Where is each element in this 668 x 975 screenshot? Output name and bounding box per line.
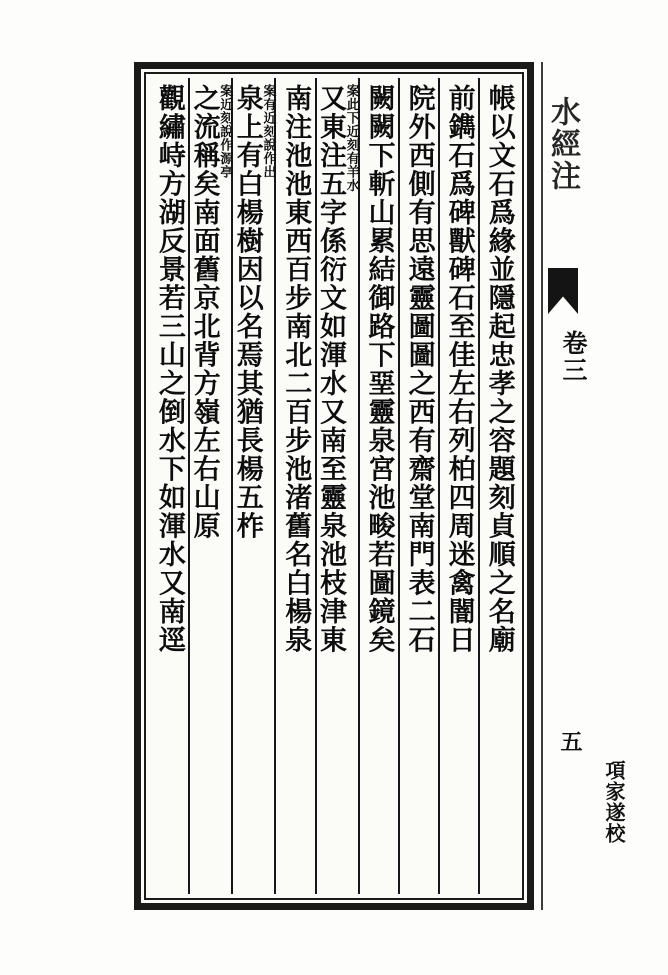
column-body <box>233 84 274 890</box>
column-body <box>190 84 231 890</box>
column-main-text: 帳以文石爲緣並隱起忠孝之容題刻貞順之名廟 <box>483 84 515 654</box>
fishtail-ornament <box>548 268 578 314</box>
column-main-text: 觀繡峙方湖反景若三山之倒水下如渾水又南逕 <box>153 84 185 654</box>
column-body <box>485 84 513 890</box>
edge-publisher-mark: 項家遂校 <box>602 760 626 844</box>
column-main-text: 院外西側有思遠靈圖圖之西有齋堂南門表二石 <box>403 84 435 654</box>
interlinear-note: 案此下近刻有羊水 <box>343 84 359 192</box>
column-main-text: 又東注五字係衍文如渾水又南至靈泉池枝津東 <box>315 84 347 654</box>
column-body <box>155 84 183 890</box>
column-main-text: 之流稱矣南面舊京北背方嶺左右山原 <box>188 84 220 540</box>
column-body <box>282 84 310 890</box>
interlinear-note: 案有近刻說作出 <box>260 84 276 179</box>
text-column <box>478 78 518 894</box>
column-main-text: 闕闕下斬山累結御路下堊靈泉宮池畯若圖鏡矣 <box>363 84 395 654</box>
text-column <box>150 78 188 894</box>
text-column <box>438 78 478 894</box>
edge-juan-mark: 卷三 <box>559 330 588 384</box>
text-column <box>188 78 231 894</box>
column-main-text: 前鐫石爲碑獸碑石至佳左右列柏四周迷禽闇日 <box>443 84 475 654</box>
text-column <box>315 78 358 894</box>
edge-book-title: 水經注 <box>545 96 580 192</box>
text-column <box>358 78 398 894</box>
column-body <box>365 84 393 890</box>
interlinear-note: 案近刻說作源亭 <box>217 84 233 179</box>
column-body <box>317 84 358 890</box>
column-main-text: 南注池池東西百步南北二百步池渚舊名白楊泉 <box>280 84 312 654</box>
edge-page-number: 五 <box>557 730 583 754</box>
page-border-frame <box>134 62 534 910</box>
column-body <box>405 84 433 890</box>
column-main-text: 泉上有白楊樹因以名焉其猶長楊五柞 <box>231 84 263 540</box>
text-columns <box>150 78 518 894</box>
text-column <box>274 78 314 894</box>
text-column <box>398 78 438 894</box>
text-column <box>231 78 274 894</box>
column-body <box>445 84 473 890</box>
